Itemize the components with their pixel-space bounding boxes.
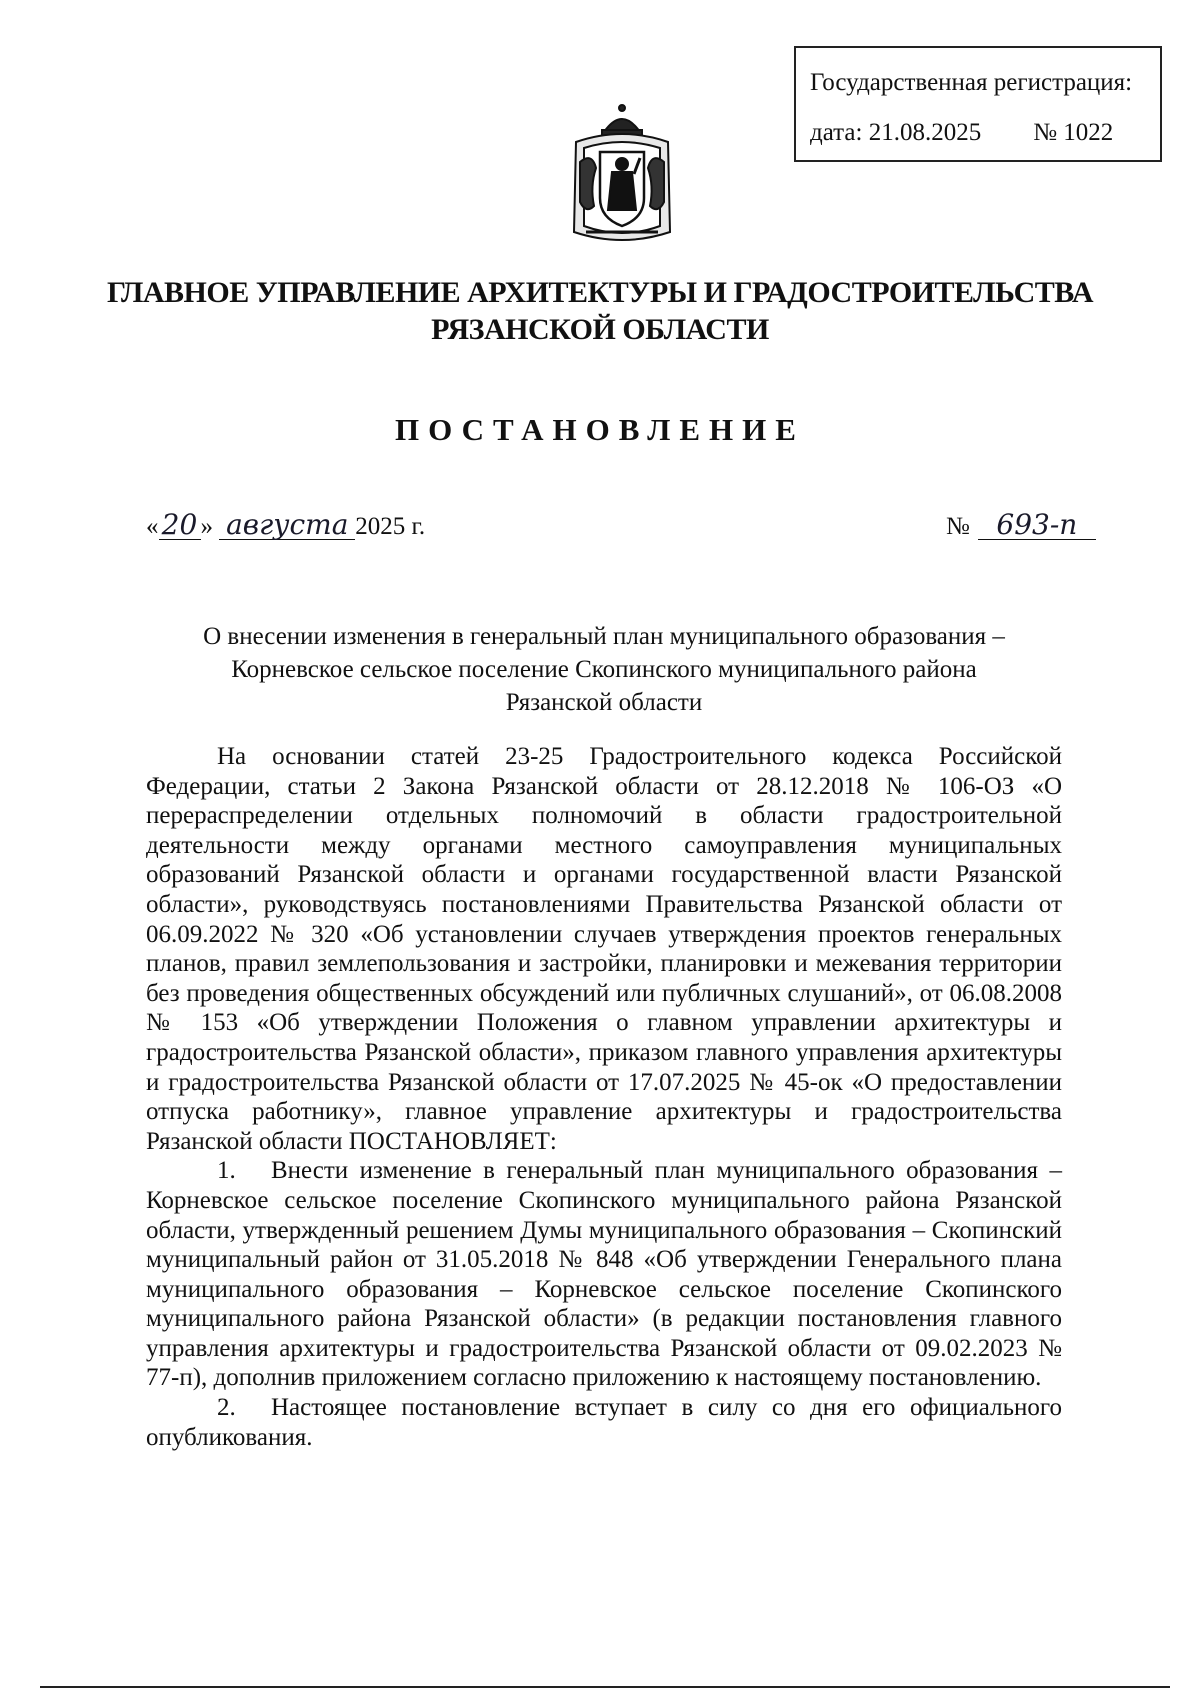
preamble-paragraph: На основании статей 23-25 Градостроительного кодекса Российской Федерации, статьи 2 Закона Рязанской области от 28.12.2018 № 106-ОЗ «О перераспределении отдельных полномочий в области градостроительной деятельности между органами местного самоуправления муниципальных образований Рязанской области и органами государственной власти Рязанской области», руководствуясь постановлениями Правительства Рязанской области от 06.09.2022 № 320 «Об установлении случаев утверждения проектов генеральных планов, правил землепользования и застройки, планировки и межевания территории без проведения общественных обсуждений или публичных слушаний», от 06.08.2008 № 153 «Об утверждении Положения о главном управлении архитектуры и градостроительства Рязанской области», приказом главного управления архитектуры и градостроительства Рязанской области от 17.07.2025 № 45-ок «О предоставлении отпуска работнику», главное управление архитектуры и градостроительства Рязанской области ПОСТАНОВЛЯЕТ:: [146, 743, 1062, 1155]
date-close-quote: »: [200, 513, 213, 540]
document-body: [146, 742, 1062, 1452]
document-type-title: ПОСТАНОВЛЕНИЕ: [395, 412, 805, 447]
item-2-text: Настоящее постановление вступает в силу со дня его официального опубликования.: [146, 1394, 1062, 1451]
document-subject: [146, 620, 1062, 719]
registration-number: № 1022: [1033, 119, 1114, 146]
state-registration-box: [794, 46, 1162, 162]
registration-label: Государственная регистрация:: [810, 69, 1133, 96]
subject-line1: О внесении изменения в генеральный план муниципального образования –: [203, 623, 1005, 650]
bottom-rule: [40, 1686, 1170, 1688]
item-2: [146, 1393, 1062, 1452]
item-1-number: 1.: [217, 1157, 236, 1185]
date-year: 2025 г.: [355, 513, 426, 540]
document-number: [946, 510, 1096, 540]
subject-line3: Рязанской области: [505, 689, 703, 716]
subject-line2: Корневское сельское поселение Скопинского муниципального района: [231, 656, 977, 683]
ryazan-coat-of-arms-icon: [566, 102, 678, 248]
date-open-quote: «: [146, 513, 159, 540]
document-date: [146, 510, 425, 540]
registration-details: [810, 120, 1113, 145]
item-2-number: 2.: [217, 1394, 236, 1422]
agency-name-line1: ГЛАВНОЕ УПРАВЛЕНИЕ АРХИТЕКТУРЫ И ГРАДОСТРОИТЕЛЬСТВА: [106, 276, 1094, 309]
item-1-text: Внести изменение в генеральный план муниципального образования – Корневское сельское поселение Скопинского муниципального района Рязанской области, утвержденный решением Думы муниципального образования – Скопинский муниципальный район от 31.05.2018 № 848 «Об утверждении Генерального плана муниципального образования – Корневское сельское поселение Скопинского муниципального района Рязанской области» (в редакции постановления главного управления архитектуры и градостроительства Рязанской области от 09.02.2023 № 77-п), дополнив приложением согласно приложению к настоящему постановлению.: [146, 1157, 1062, 1392]
number-sign: №: [946, 513, 970, 540]
handwritten-month: августа: [219, 510, 355, 540]
agency-name-line2: РЯЗАНСКОЙ ОБЛАСТИ: [431, 313, 769, 346]
handwritten-number: 693-п: [978, 510, 1096, 540]
handwritten-day: 20: [159, 510, 201, 540]
registration-date: дата: 21.08.2025: [810, 119, 982, 146]
agency-name: [0, 274, 1200, 348]
item-1: [146, 1156, 1062, 1393]
